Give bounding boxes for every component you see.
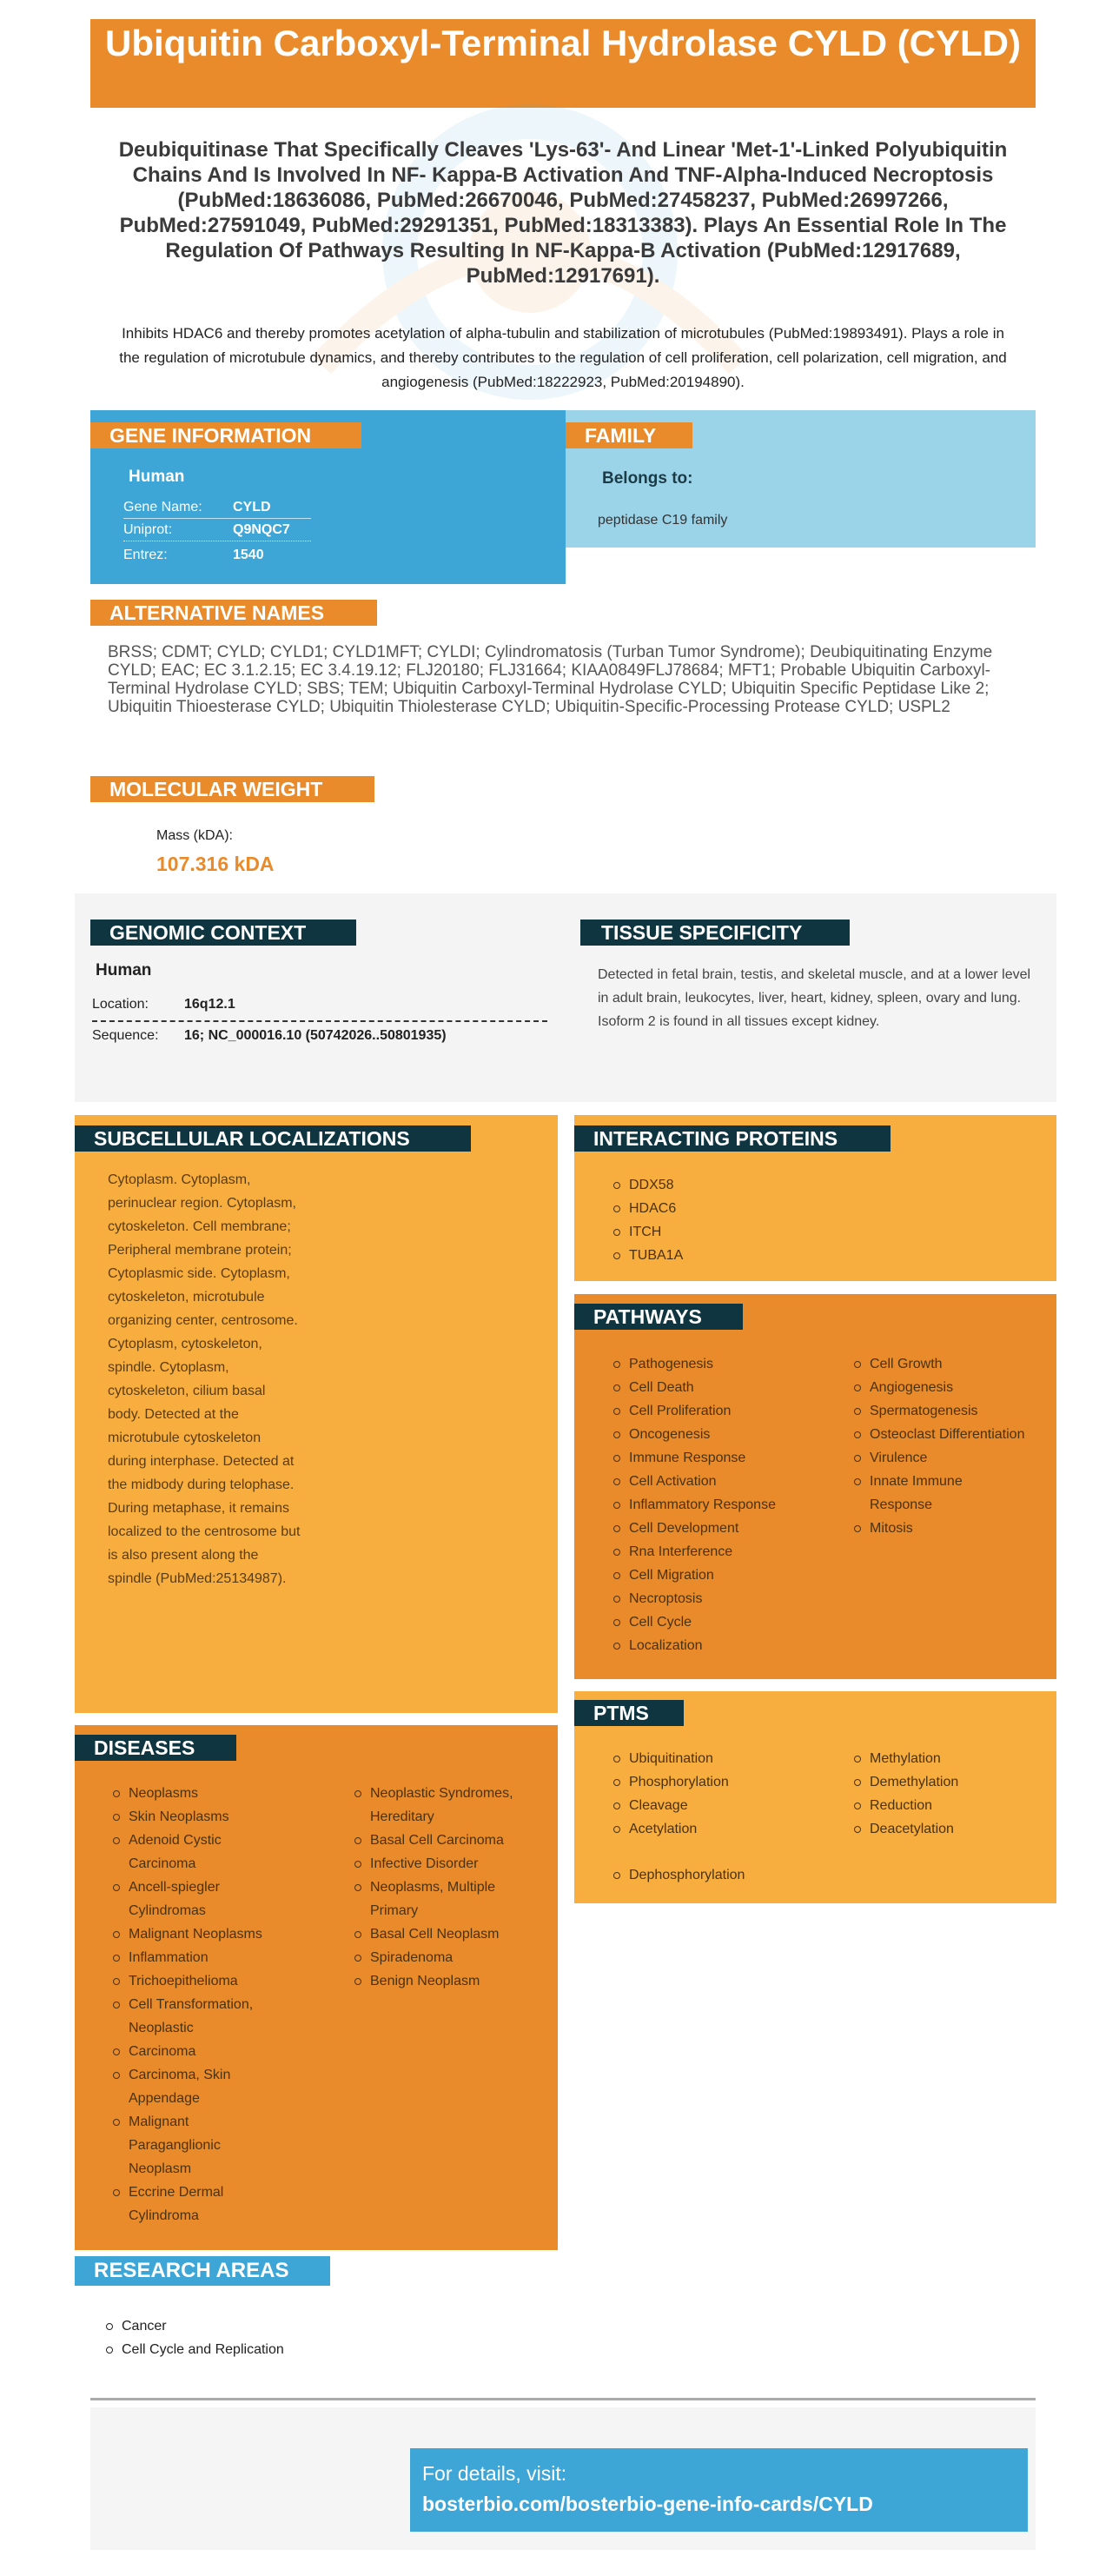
subcellular-heading: SUBCELLULAR LOCALIZATIONS bbox=[75, 1125, 471, 1152]
gene-info-heading: GENE INFORMATION bbox=[90, 422, 361, 448]
details-link-box[interactable] bbox=[410, 2448, 1028, 2532]
list-item: Reduction bbox=[852, 1794, 1026, 1817]
list-item: Phosphorylation bbox=[612, 1770, 846, 1794]
entrez-value: 1540 bbox=[233, 548, 264, 562]
list-item: Cell Cycle and Replication bbox=[104, 2338, 284, 2361]
mass-value: 107.316 kDA bbox=[156, 853, 275, 875]
ptms-list-extra bbox=[612, 1863, 846, 1887]
pathways-heading: PATHWAYS bbox=[574, 1304, 743, 1330]
list-item: Angiogenesis bbox=[852, 1376, 1026, 1399]
genomic-divider bbox=[92, 1020, 547, 1022]
list-item: Dephosphorylation bbox=[612, 1863, 846, 1887]
list-item: Spiradenoma bbox=[353, 1946, 544, 1969]
entrez-label: Entrez: bbox=[123, 548, 168, 562]
list-item: HDAC6 bbox=[612, 1197, 683, 1220]
location-label: Location: bbox=[92, 997, 149, 1012]
research-areas-list bbox=[104, 2314, 284, 2361]
list-item: Inflammation bbox=[111, 1946, 337, 1969]
list-item: Cancer bbox=[104, 2314, 284, 2338]
list-item: Neoplasms bbox=[111, 1782, 337, 1805]
list-item: Mitosis bbox=[852, 1517, 1026, 1540]
list-item: Trichoepithelioma bbox=[111, 1969, 337, 1993]
interacting-proteins-list bbox=[612, 1173, 683, 1267]
list-item: Benign Neoplasm bbox=[353, 1969, 544, 1993]
list-item: Cell Cycle bbox=[612, 1610, 846, 1634]
list-item: Carcinoma bbox=[111, 2040, 337, 2063]
page-title: Ubiquitin Carboxyl-Terminal Hydrolase CYLD (CYLD) bbox=[90, 19, 1036, 108]
list-item: Neoplastic Syndromes, Hereditary bbox=[353, 1782, 544, 1829]
list-item: Cell Growth bbox=[852, 1352, 1026, 1376]
gene-info-organism: Human bbox=[129, 468, 185, 486]
list-item: Skin Neoplasms bbox=[111, 1805, 337, 1829]
function-summary: Inhibits HDAC6 and thereby promotes acetylation of alpha-tubulin and stabilization of microtubules (PubMed:19893491). Plays a role in the regulation of microtubule dynamics, and thereby contributes to the regulation of cell proliferation, cell polarization, cell migration, and angiogenesis (PubMed:18222923, PubMed:20194890). bbox=[119, 325, 1007, 390]
ptms-list-col2 bbox=[852, 1747, 1026, 1841]
list-item: Cell Proliferation bbox=[612, 1399, 846, 1423]
list-item: Osteoclast Differentiation bbox=[852, 1423, 1026, 1446]
list-item: Deacetylation bbox=[852, 1817, 1026, 1841]
list-item: Eccrine Dermal Cylindroma bbox=[111, 2181, 242, 2227]
alternative-names-text: BRSS; CDMT; CYLD; CYLD1; CYLD1MFT; CYLDI; Cylindromatosis (Turban Tumor Syndrome); Deubiquitinating Enzyme CYLD; EAC; EC 3.1.2.15; EC 3.4.19.12; FLJ20180; FLJ31664; KIAA0849FLJ78684; MFT1; Probable Ubiquitin Carboxyl-Terminal Hydrolase CYLD; SBS; TEM; Ubiquitin Carboxyl-Terminal Hydrolase CYLD; Ubiquitin Specific Peptidase Like 2; Ubiquitin Thioesterase CYLD; Ubiquitin Thiolesterase CYLD; Ubiquitin-Specific-Processing Protease CYLD; USPL2 bbox=[108, 643, 993, 716]
list-item: Ancell-spiegler Cylindromas bbox=[111, 1876, 242, 1922]
interacting-proteins-heading: INTERACTING PROTEINS bbox=[574, 1125, 891, 1152]
ptms-heading: PTMS bbox=[574, 1700, 684, 1726]
uniprot-row bbox=[123, 519, 311, 541]
list-item: Methylation bbox=[852, 1747, 1026, 1770]
gene-name-row bbox=[123, 496, 311, 519]
list-item: DDX58 bbox=[612, 1173, 683, 1197]
alternative-names-heading: ALTERNATIVE NAMES bbox=[90, 600, 377, 626]
details-label: For details, visit: bbox=[422, 2462, 567, 2485]
list-item: Cell Development bbox=[612, 1517, 846, 1540]
list-item: Immune Response bbox=[612, 1446, 846, 1470]
footer-divider bbox=[90, 2398, 1036, 2400]
uniprot-label: Uniprot: bbox=[123, 521, 173, 537]
sequence-label: Sequence: bbox=[92, 1028, 159, 1043]
diseases-list-col2 bbox=[353, 1782, 544, 1993]
entrez-row bbox=[123, 544, 311, 567]
list-item: Necroptosis bbox=[612, 1587, 846, 1610]
list-item: Localization bbox=[612, 1634, 846, 1657]
diseases-list-col1 bbox=[111, 1782, 337, 2227]
list-item: Cleavage bbox=[612, 1794, 846, 1817]
location-row bbox=[92, 997, 547, 1012]
list-item: TUBA1A bbox=[612, 1244, 683, 1267]
list-item: Basal Cell Neoplasm bbox=[353, 1922, 544, 1946]
uniprot-value: Q9NQC7 bbox=[233, 521, 290, 537]
pathways-list-col2 bbox=[852, 1352, 1026, 1540]
gene-name-value: CYLD bbox=[233, 499, 271, 515]
location-value: 16q12.1 bbox=[184, 997, 235, 1012]
ptms-list-col1 bbox=[612, 1747, 846, 1841]
list-item: Adenoid Cystic Carcinoma bbox=[111, 1829, 242, 1876]
tissue-specificity-text: Detected in fetal brain, testis, and skeletal muscle, and at a lower level in adult brain, leukocytes, liver, heart, kidney, spleen, ovary and lung. Isoform 2 is found in all tissues except kidney. bbox=[598, 967, 1031, 1029]
genomic-context-heading: GENOMIC CONTEXT bbox=[90, 920, 356, 946]
genomic-organism: Human bbox=[96, 961, 152, 979]
list-item: Demethylation bbox=[852, 1770, 1026, 1794]
list-item: Malignant Neoplasms bbox=[111, 1922, 337, 1946]
tissue-specificity-heading: TISSUE SPECIFICITY bbox=[580, 920, 850, 946]
list-item: Cell Activation bbox=[612, 1470, 846, 1493]
list-item: Spermatogenesis bbox=[852, 1399, 1026, 1423]
sequence-row bbox=[92, 1028, 547, 1044]
list-item: Innate Immune Response bbox=[852, 1470, 1026, 1517]
pathways-list-col1 bbox=[612, 1352, 846, 1657]
list-item: Malignant Paraganglionic Neoplasm bbox=[111, 2110, 224, 2181]
family-heading: FAMILY bbox=[566, 422, 692, 448]
gene-name-label: Gene Name: bbox=[123, 499, 202, 515]
list-item: Acetylation bbox=[612, 1817, 846, 1841]
list-item: Cell Migration bbox=[612, 1564, 846, 1587]
list-item: Ubiquitination bbox=[612, 1747, 846, 1770]
function-headline: Deubiquitinase That Specifically Cleaves 'Lys-63'- And Linear 'Met-1'-Linked Polyubiquitin Chains And Is Involved In NF- Kappa-B Activation And TNF-Alpha-Induced Necroptosis (PubMed:18636086, PubMed:26670046, PubMed:27458237, PubMed:26997266, PubMed:27591049, PubMed:29291351, PubMed:18313383). Plays An Essential Role In The Regulation Of Pathways Resulting In NF-Kappa-B Activation (PubMed:12917689, PubMed:12917691). bbox=[118, 138, 1008, 288]
family-belongs-label: Belongs to: bbox=[602, 469, 693, 488]
mass-label: Mass (kDA): bbox=[156, 828, 233, 843]
list-item: Carcinoma, Skin Appendage bbox=[111, 2063, 259, 2110]
list-item: Virulence bbox=[852, 1446, 1026, 1470]
list-item: Neoplasms, Multiple Primary bbox=[353, 1876, 526, 1922]
list-item: Basal Cell Carcinoma bbox=[353, 1829, 544, 1852]
family-value: peptidase C19 family bbox=[598, 513, 728, 528]
list-item: Oncogenesis bbox=[612, 1423, 846, 1446]
list-item: Infective Disorder bbox=[353, 1852, 544, 1876]
molecular-weight-heading: MOLECULAR WEIGHT bbox=[90, 776, 374, 802]
list-item: Pathogenesis bbox=[612, 1352, 846, 1376]
list-item: Cell Death bbox=[612, 1376, 846, 1399]
sequence-value: 16; NC_000016.10 (50742026..50801935) bbox=[184, 1028, 447, 1043]
list-item: Cell Transformation, Neoplastic bbox=[111, 1993, 276, 2040]
list-item: Rna Interference bbox=[612, 1540, 846, 1564]
details-link[interactable]: bosterbio.com/bosterbio-gene-info-cards/CYLD bbox=[422, 2493, 873, 2515]
list-item: ITCH bbox=[612, 1220, 683, 1244]
diseases-heading: DISEASES bbox=[75, 1735, 236, 1761]
subcellular-text: Cytoplasm. Cytoplasm, perinuclear region. Cytoplasm, cytoskeleton. Cell membrane; Peripheral membrane protein; Cytoplasmic side. Cytoplasm, cytoskeleton, microtubule organizing center, centrosome. Cytoplasm, cytoskeleton, spindle. Cytoplasm, cytoskeleton, cilium basal body. Detected at the microtubule cytoskeleton during interphase. Detected at the midbody during telophase. During metaphase, it remains localized to the centrosome but is also present along the spindle (PubMed:25134987). bbox=[108, 1172, 301, 1586]
research-areas-heading: RESEARCH AREAS bbox=[75, 2256, 330, 2286]
list-item: Inflammatory Response bbox=[612, 1493, 846, 1517]
